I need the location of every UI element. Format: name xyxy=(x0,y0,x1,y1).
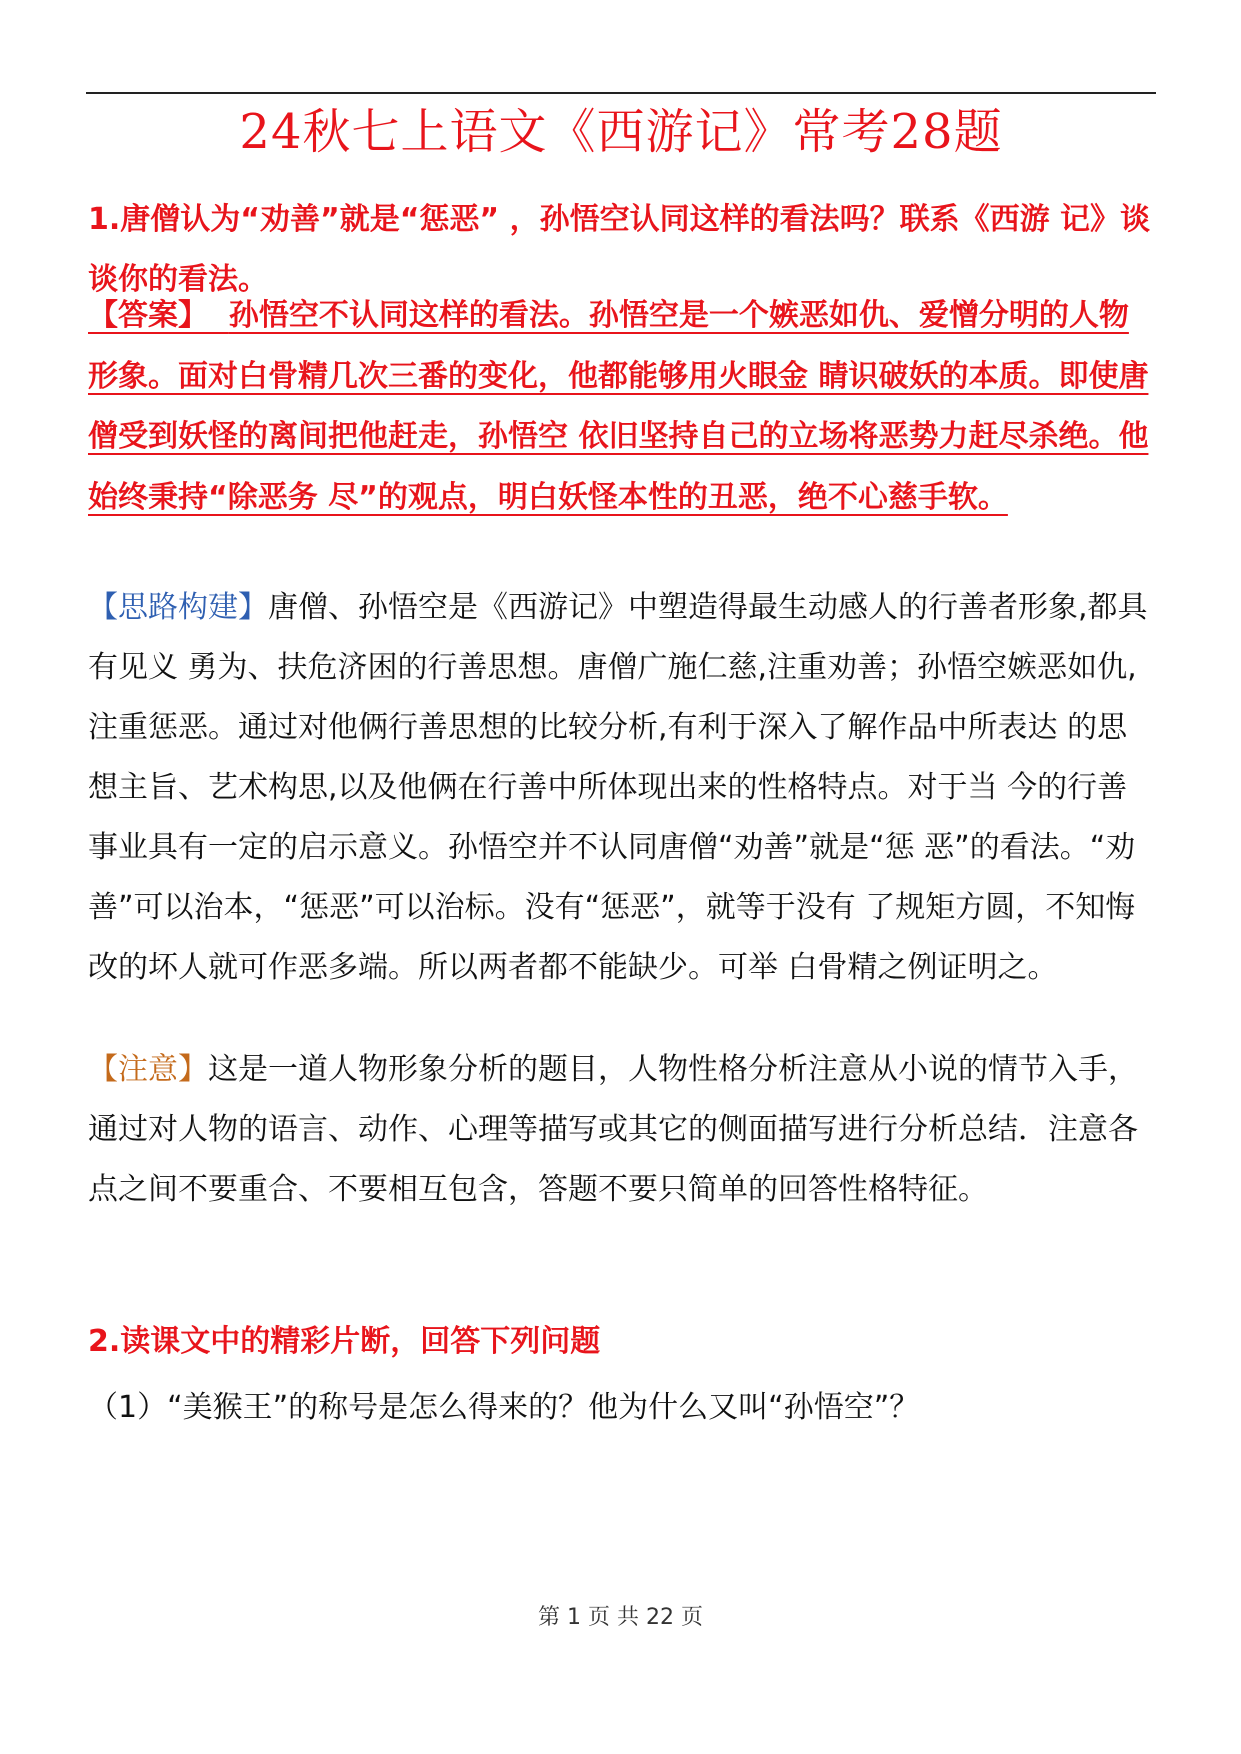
analysis-text: 唐僧、孙悟空是《西游记》中塑造得最生动感人的行善者形象,都具有见义 勇为、扶危济困的行善思想。唐僧广施仁慈,注重劝善；孙悟空嫉恶如仇, 注重惩恶。通过对他俩行善思想的比较分析,有利于深入了解作品中所表达 的思想主旨、艺术构思,以及他俩在行善中所体现出来的性格特点。对于当 今的行善事业具有一定的启示意义。孙悟空并不认同唐僧“劝善”就是“惩 恶”的看法。“劝善”可以治本，“惩恶”可以治标。没有“惩恶”，就等于没有 了规矩方圆，不知悔改的坏人就可作恶多端。所以两者都不能缺少。可举 白骨精之例证明之。 xyxy=(88,590,1148,985)
note-text: 这是一道人物形象分析的题目，人物性格分析注意从小说的情节入手，通过对人物的语言、动作、心理等描写或其它的侧面描写进行分析总结．注意各点之间不要重合、不要相互包含，答题不要只简单的回答性格特征。 xyxy=(88,1052,1138,1207)
page-footer: 第 1 页 共 22 页 xyxy=(538,1605,703,1630)
note-block xyxy=(88,1040,1154,1220)
page-title: 24秋七上语文《西游记》常考28题 xyxy=(239,104,1003,160)
question-2: 2.读课文中的精彩片断，回答下列问题 xyxy=(88,1324,601,1359)
question-2-sub-1: （1）“美猴王”的称号是怎么得来的？他为什么又叫“孙悟空”？ xyxy=(88,1390,920,1425)
note-tag: 【注意】 xyxy=(88,1052,208,1087)
question-1: 1.唐僧认为“劝善”就是“惩恶” ，孙悟空认同这样的看法吗？联系《西游 记》谈谈你的看法。 xyxy=(88,202,1151,297)
answer-tag: 【答案】 xyxy=(88,298,208,333)
answer-block xyxy=(88,286,1154,528)
answer-text: 孙悟空不认同这样的看法。孙悟空是一个嫉恶如仇、爱憎分明的人物形象。面对白骨精几次三番的变化，他都能够用火眼金 睛识破妖的本质。即使唐僧受到妖怪的离间把他赶走，孙悟空 依旧坚持自己的立场将恶势力赶尽杀绝。他始终秉持“除恶务 尽”的观点，明白妖怪本性的丑恶，绝不心慈手软。 xyxy=(88,298,1149,515)
analysis-block xyxy=(88,578,1154,998)
header-rule xyxy=(86,92,1156,94)
analysis-tag: 【思路构建】 xyxy=(88,590,268,625)
